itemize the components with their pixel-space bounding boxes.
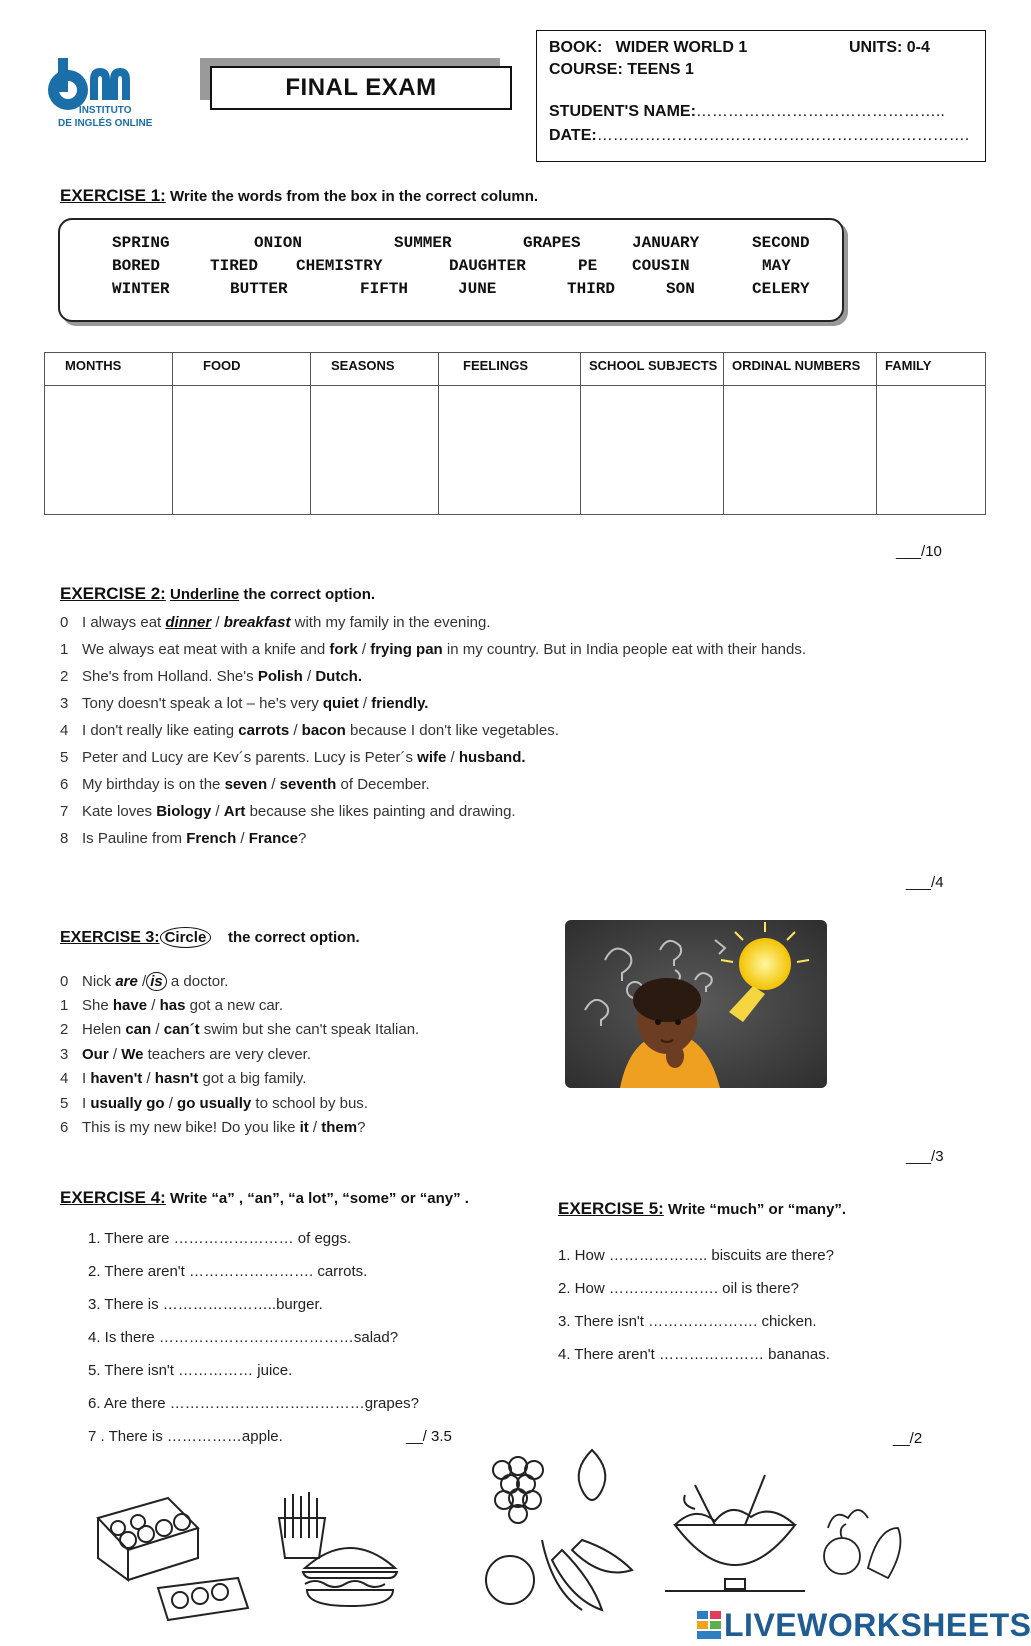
units-value: UNITS: 0-4 [849, 39, 930, 56]
item-number: 6 [60, 1119, 69, 1136]
column-header-months: MONTHS [45, 353, 173, 386]
list-item [60, 1095, 368, 1112]
word: JUNE [458, 280, 497, 298]
option-a[interactable]: are [115, 973, 138, 990]
list-item[interactable]: 4. There aren't ………………… bananas. [558, 1346, 830, 1363]
item-text: with my family in the evening. [290, 614, 491, 631]
option-b[interactable]: them [321, 1119, 358, 1136]
option-separator: / [267, 776, 280, 793]
option-b[interactable]: bacon [301, 722, 346, 739]
item-text: This is my new bike! Do you like [82, 1119, 300, 1136]
answer-cell[interactable] [581, 386, 724, 515]
category-table [44, 352, 986, 515]
answer-cell[interactable] [45, 386, 173, 515]
list-item [60, 830, 306, 847]
option-a[interactable]: Polish [257, 668, 303, 685]
option-a[interactable]: French [186, 830, 237, 847]
list-item [60, 749, 526, 766]
option-b[interactable]: hasn't [154, 1070, 199, 1087]
list-item [60, 1119, 365, 1136]
thinking-child-image [565, 920, 827, 1088]
option-separator: / [142, 1070, 155, 1087]
item-number: 4 [60, 1070, 69, 1087]
word: BORED [112, 257, 161, 275]
exercise-5-heading: EXERCISE 5: Write “much” or “many”. [558, 1199, 847, 1218]
option-separator: / [308, 1119, 322, 1136]
option-separator: / [108, 1045, 122, 1063]
item-text: Tony doesn't speak a lot – he's very [82, 695, 323, 712]
word: JANUARY [632, 234, 700, 252]
option-b[interactable]: France [248, 830, 298, 847]
item-number: 7 [60, 803, 69, 820]
option-separator: / [211, 614, 224, 631]
item-text: because I don't like vegetables. [345, 722, 559, 739]
item-text: Helen [82, 1021, 126, 1038]
item-text: I don't really like eating [82, 722, 239, 739]
answer-cell[interactable] [439, 386, 581, 515]
item-number: 5 [60, 1094, 69, 1112]
option-b[interactable]: frying pan [370, 641, 443, 658]
item-number: 4 [60, 722, 69, 739]
exercise-2-heading: EXERCISE 2: Underline the correct option. [60, 584, 376, 603]
option-separator: / [151, 1021, 164, 1038]
exercise-4-heading: EXERCISE 4: Write “a” , “an”, “a lot”, “some” or “any” . [60, 1188, 469, 1207]
item-text: We always eat meat with a knife and [82, 641, 330, 658]
option-separator: / [302, 668, 316, 685]
item-text: ? [357, 1119, 366, 1136]
option-a[interactable]: can [125, 1021, 152, 1038]
answer-cell[interactable] [173, 386, 311, 515]
date-label: DATE: [549, 127, 597, 144]
option-separator: / [164, 1094, 178, 1112]
option-a[interactable]: wife [417, 749, 447, 766]
exam-info-box [536, 30, 986, 162]
option-a[interactable]: have [112, 996, 148, 1014]
list-item [60, 641, 806, 658]
word: MAY [762, 257, 791, 275]
option-a[interactable]: it [299, 1119, 309, 1136]
list-item [60, 997, 283, 1014]
answer-cell[interactable] [311, 386, 439, 515]
word: GRAPES [523, 234, 581, 252]
option-separator: / [357, 641, 371, 658]
item-number: 1 [60, 996, 69, 1014]
list-item [60, 972, 228, 991]
item-number: 2 [60, 1021, 69, 1038]
word: BUTTER [230, 280, 288, 298]
list-item[interactable]: 3. There isn't …………………. chicken. [558, 1313, 817, 1330]
option-b[interactable]: husband. [458, 749, 526, 766]
item-text: My birthday is on the [82, 776, 225, 793]
option-separator: / [211, 803, 224, 820]
option-separator: / [236, 830, 249, 847]
list-item[interactable]: 2. How …………………. oil is there? [558, 1280, 799, 1297]
exercise-2-score: ___/4 [906, 874, 944, 891]
item-text: I always eat [82, 614, 166, 631]
fruits-drawing [482, 1440, 642, 1620]
exercise-1-score: ___/10 [896, 543, 942, 560]
answer-cell[interactable] [724, 386, 877, 515]
item-text: teachers are very clever. [143, 1045, 311, 1063]
list-item[interactable]: 5. There isn't …………… juice. [88, 1362, 293, 1379]
item-number: 3 [60, 695, 69, 712]
word: SUMMER [394, 234, 452, 252]
item-text: Nick [82, 973, 116, 990]
column-header-seasons: SEASONS [311, 353, 439, 386]
vegetables-drawing [818, 1498, 908, 1583]
course-value: TEENS 1 [627, 61, 694, 78]
option-b[interactable]: We [121, 1045, 144, 1063]
item-number: 0 [60, 973, 69, 990]
item-text: got a big family. [198, 1070, 307, 1087]
list-item[interactable]: 1. There are …………………… of eggs. [88, 1230, 352, 1247]
word: CHEMISTRY [296, 257, 383, 275]
list-item[interactable]: 3. There is …………………..burger. [88, 1296, 323, 1313]
word: COUSIN [632, 257, 690, 275]
item-text: I [82, 1094, 91, 1112]
item-text: She [82, 996, 113, 1014]
option-b[interactable]: has [159, 996, 186, 1014]
book-value: WIDER WORLD 1 [615, 39, 748, 56]
option-b[interactable]: go usually [177, 1094, 252, 1112]
list-item [60, 1070, 306, 1087]
word: TIRED [210, 257, 259, 275]
column-header-feelings: FEELINGS [439, 353, 581, 386]
option-separator: / [289, 722, 302, 739]
word: FIFTH [360, 280, 409, 298]
option-b[interactable]: can´t [163, 1021, 200, 1038]
student-name-field[interactable]: ……………………………………….. [695, 103, 945, 120]
word: PE [578, 257, 598, 275]
item-number: 3 [60, 1045, 69, 1063]
option-a[interactable]: haven't [90, 1070, 143, 1087]
option-a[interactable]: dinner [165, 614, 212, 631]
list-item[interactable]: 7 . There is ……………apple. [88, 1428, 283, 1445]
exercise-3-heading: EXERCISE 3: Circle the correct option. [60, 929, 360, 946]
column-header-food: FOOD [173, 353, 311, 386]
item-text: got a new car. [185, 996, 283, 1014]
word: DAUGHTER [449, 257, 526, 275]
option-b[interactable]: seventh [279, 776, 337, 793]
option-a[interactable]: Biology [156, 803, 212, 820]
word: SPRING [112, 234, 170, 252]
option-separator: / [147, 996, 160, 1014]
column-header-school-subjects: SCHOOL SUBJECTS [581, 353, 724, 386]
item-text: She's from Holland. She's [82, 668, 258, 685]
egg-carton-drawing [88, 1488, 258, 1628]
item-text: ? [297, 830, 307, 847]
item-text: Kate loves [82, 803, 157, 820]
option-a[interactable]: fork [329, 641, 358, 658]
option-b[interactable]: breakfast [223, 614, 291, 631]
column-header-ordinal-numbers: ORDINAL NUMBERS [724, 353, 877, 386]
logo-caption: INSTITUTO DE INGLÉS ONLINE [58, 105, 153, 129]
exercise-5-score: __/2 [893, 1430, 923, 1447]
page-title: FINAL EXAM [210, 66, 512, 110]
list-item [60, 776, 430, 793]
item-text: of December. [336, 776, 430, 793]
option-b[interactable]: Art [223, 803, 246, 820]
option-a[interactable]: quiet [322, 695, 359, 712]
item-text: swim but she can't speak Italian. [199, 1021, 420, 1038]
option-a[interactable]: usually go [90, 1094, 165, 1112]
list-item [60, 1046, 311, 1063]
list-item [60, 614, 491, 631]
list-item [60, 668, 362, 685]
option-a[interactable]: carrots [238, 722, 290, 739]
word: CELERY [752, 280, 810, 298]
liveworksheets-brand[interactable]: LIVEWORKSHEETS [724, 1607, 1031, 1643]
option-separator: / [358, 695, 372, 712]
option-a[interactable]: seven [224, 776, 268, 793]
item-text: because she likes painting and drawing. [245, 803, 516, 820]
word: SECOND [752, 234, 810, 252]
item-number: 0 [60, 614, 69, 631]
item-text: Is Pauline from [82, 830, 187, 847]
item-number: 6 [60, 776, 69, 793]
item-number: 2 [60, 668, 69, 685]
date-field[interactable]: ……………………………………………………………. [596, 127, 970, 144]
list-item[interactable]: 1. How ……………….. biscuits are there? [558, 1247, 834, 1264]
list-item [60, 722, 559, 739]
list-item [60, 803, 516, 820]
item-number: 1 [60, 641, 69, 658]
exercise-1-heading: EXERCISE 1: Write the words from the box in the correct column. [60, 186, 539, 205]
list-item[interactable]: 6. Are there …………………………………grapes? [88, 1395, 419, 1412]
item-text: I [82, 1070, 91, 1087]
option-b[interactable]: friendly. [371, 695, 429, 712]
student-name-label: STUDENT'S NAME: [549, 103, 696, 120]
word: THIRD [567, 280, 616, 298]
answer-cell[interactable] [877, 386, 986, 515]
word-box [58, 218, 844, 322]
list-item [60, 695, 428, 712]
item-text: to school by bus. [251, 1094, 368, 1112]
item-number: 5 [60, 749, 69, 766]
option-b[interactable]: Dutch. [315, 668, 363, 685]
column-header-family: FAMILY [877, 353, 986, 386]
burger-fries-drawing [275, 1488, 395, 1613]
option-b[interactable]: is [146, 972, 167, 991]
option-separator: / [137, 973, 147, 990]
word: WINTER [112, 280, 170, 298]
word: ONION [254, 234, 303, 252]
list-item[interactable]: 2. There aren't ……………………. carrots. [88, 1263, 368, 1280]
exercise-4-score: __/ 3.5 [406, 1428, 452, 1445]
exercise-3-score: ___/3 [906, 1148, 944, 1165]
item-text: in my country. But in India people eat with their hands. [442, 641, 806, 658]
book-label: BOOK: [549, 39, 603, 56]
list-item [60, 1021, 419, 1038]
item-text: Peter and Lucy are Kev´s parents. Lucy is Peter´s [82, 749, 418, 766]
item-text: a doctor. [166, 973, 229, 990]
item-number: 8 [60, 830, 69, 847]
liveworksheets-logo-icon [697, 1611, 721, 1639]
option-a[interactable]: Our [82, 1045, 109, 1063]
course-label: COURSE: [549, 61, 623, 78]
list-item[interactable]: 4. Is there …………………………………salad? [88, 1329, 399, 1346]
salad-bowl-drawing [665, 1465, 805, 1595]
word: SON [666, 280, 695, 298]
option-separator: / [446, 749, 459, 766]
